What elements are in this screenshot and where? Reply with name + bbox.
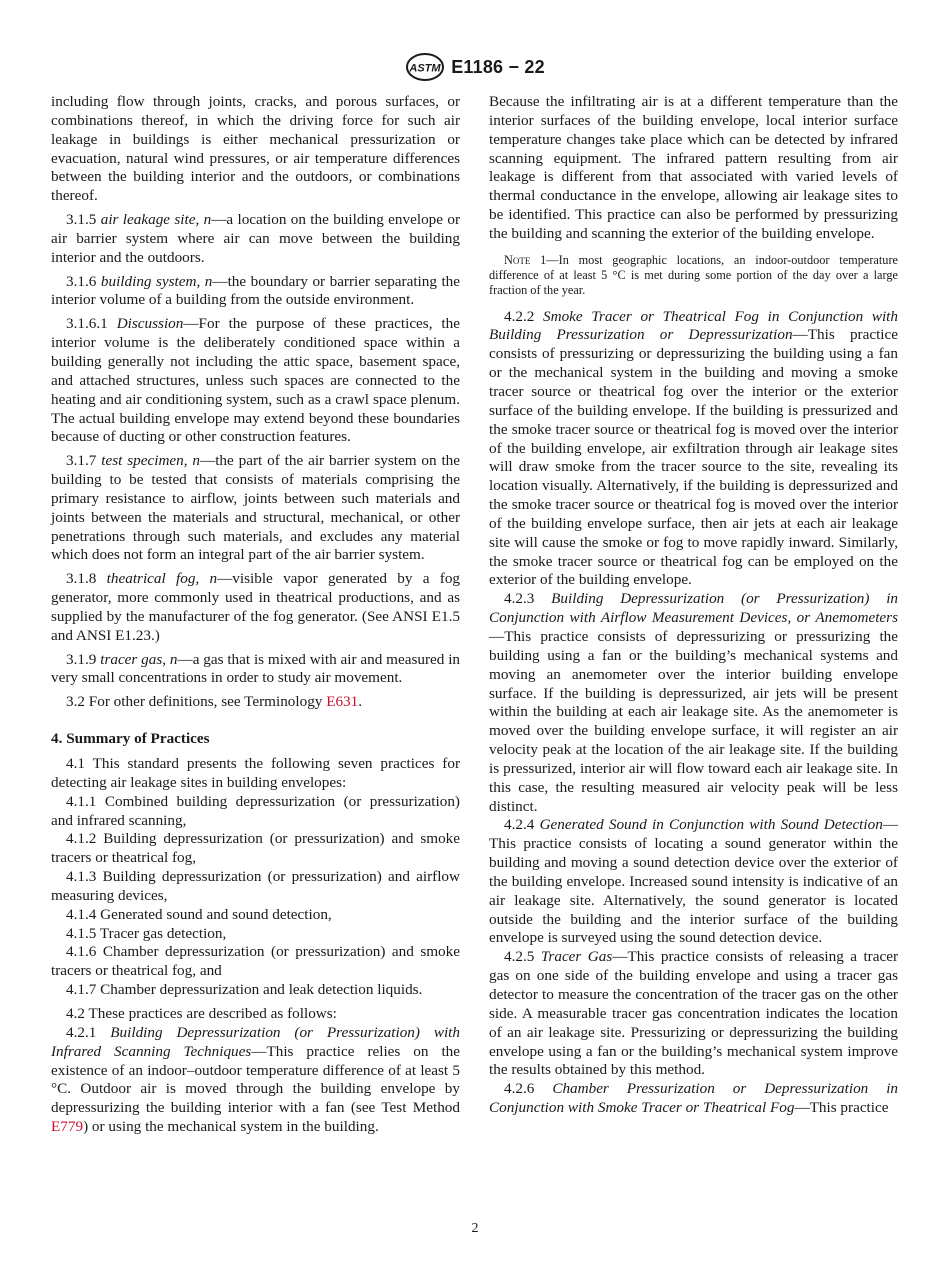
- definition-text: —the boundary or barrier separating the interior volume of a building from the outside environment.: [51, 272, 461, 309]
- paragraph-text: —This practice consists of pressurizing or depressurizing the building using a fan or the mechanical system in the building and moving a smoke tracer source or theatrical fog over the interior or the exterior surface of the building envelope. If the building is pressurized and the smoke tracer source or theatrical fog is moved over the interior of the building envelope, air exfiltration through air leakage sites will draw smoke from the tracer source to the site, revealing its location visually. Alternatively, if the building is depressurized and the smoke tracer source or theatrical fog is moved over the interior of the building envelope surface, then air jets at each air leakage site will cause the smoke or fog to move rapidly inward. Similarly, the smoke tracer source or theatrical fog can be employed on the exterior of the building envelope.: [489, 326, 898, 589]
- paragraph-4-1: 4.1 This standard presents the following seven practices for detecting air leakage sites in building envelopes:: [51, 755, 460, 791]
- note-text: —In most geographic locations, an indoor-outdoor temperature difference of at least 5 °C is met during some portion of the day over a large fraction of the year.: [489, 252, 898, 298]
- section-number: 3.1.6: [66, 272, 97, 290]
- defined-term: theatrical fog, n: [106, 570, 218, 588]
- paragraph-4-2: 4.2 These practices are described as follows:: [66, 1004, 337, 1022]
- practice-title: Generated Sound in Conjunction with Sound Detection: [539, 816, 883, 834]
- practice-title: Tracer Gas: [540, 948, 613, 966]
- defined-term: building system, n: [100, 272, 213, 290]
- section-number: 3.1.5: [66, 211, 97, 229]
- note-1: [489, 253, 898, 299]
- paragraph-text: —This practice consists of releasing a tracer gas on one side of the building envelope and using a tracer gas detector to measure the concentration of the tracer gas on the other side. A measurable tracer gas concentration indicates the location of an air leakage site. Pressurizing or depressurizing the building envelope using a fan or the building’s mechanical system improve the results obtained by this method.: [489, 948, 899, 1079]
- paragraph-text: ) or using the mechanical system in the building.: [83, 1118, 379, 1136]
- definition-text: —a location on the building envelope or air barrier system where air can move between the building interior and the outdoors.: [51, 211, 460, 266]
- paragraph-3-2: [51, 693, 460, 712]
- logo-text: ASTM: [409, 62, 441, 75]
- right-column: [489, 93, 898, 1118]
- list-item-4-1-4: 4.1.4 Generated sound and sound detection,: [66, 905, 332, 923]
- paragraph-4-2-6: [489, 1080, 898, 1118]
- continued-paragraph: including flow through joints, cracks, and porous surfaces, or combinations thereof, in which the driving force for such air leakage in buildings is either mechanical pressurization or evacuation, natural wind pressures, or air temperature differences between the building interior and the outdoors, or combinations thereof.: [51, 93, 460, 205]
- paragraph-text: —This practice relies on the existence of an indoor–outdoor temperature difference of at least 5 °C. Outdoor air is moved through the building envelope by depressurizing the building interior with a fan (see Test Method: [51, 1042, 460, 1117]
- page-header: [0, 52, 950, 82]
- discussion-3-1-6-1: [51, 315, 460, 447]
- paragraph-text: .: [358, 693, 363, 711]
- list-item-4-1-6: 4.1.6 Chamber depressurization (or pressurization) and smoke tracers or theatrical fog, and: [51, 943, 460, 980]
- list-item-4-1-2: 4.1.2 Building depressurization (or pressurization) and smoke tracers or theatrical fog,: [51, 830, 460, 867]
- definition-3-1-8: [51, 570, 460, 645]
- paragraph-4-2-4: [489, 816, 898, 948]
- practice-title: Building Depressurization (or Pressurization) in Conjunction with Airflow Measurement Devices, or Anemometers: [489, 590, 899, 627]
- definition-3-1-9: [51, 651, 460, 689]
- paragraph-text: 3.2 For other definitions, see Terminology: [66, 693, 327, 711]
- section-number: 4.2.4: [504, 816, 535, 834]
- defined-term: air leakage site, n: [100, 211, 212, 229]
- note-label: Note 1: [504, 252, 547, 267]
- list-item-4-1-5: 4.1.5 Tracer gas detection,: [66, 924, 227, 942]
- astm-logo-icon: [405, 52, 445, 82]
- section-number: 3.1.6.1: [66, 315, 108, 333]
- paragraph-text: —This practice: [794, 1099, 889, 1117]
- paragraph-4-2-3: [489, 590, 898, 816]
- paragraph-4-2-5: [489, 948, 898, 1080]
- section-number: 3.1.7: [66, 452, 97, 470]
- discussion-text: —For the purpose of these practices, the interior volume is the deliberately conditioned space within a building generally not including the attic space, basement space, and attached structures, unless such spaces are connected to the heating and air conditioning system, such as a crawl space plenum. The actual building envelope may extend beyond these boundaries because of ducting or other construction features.: [51, 315, 460, 446]
- paragraph-4-2-2: [489, 308, 898, 591]
- definition-3-1-7: [51, 452, 460, 565]
- definition-text: —the part of the air barrier system on the building to be tested that consists of materials comprising the primary resistance to airflow, joints between such materials and joints between the materials and structural, mechanical, or other penetrations through such materials, and excludes any material which does not form an integral part of the air barrier system.: [51, 452, 461, 564]
- definition-3-1-5: [51, 211, 460, 268]
- definition-3-1-6: [51, 273, 460, 311]
- reference-link-e779[interactable]: E779: [51, 1118, 84, 1136]
- section-number: 4.2.2: [504, 307, 535, 325]
- document-id: E1186 − 22: [451, 56, 545, 77]
- practice-title: Building Depressurization (or Pressurization) with Infrared Scanning Techniques: [51, 1023, 461, 1060]
- section-number: 4.2.1: [66, 1023, 97, 1041]
- practice-title: Chamber Pressurization or Depressurization in Conjunction with Smoke Tracer or Theatrical Fog: [489, 1080, 899, 1117]
- defined-term: test specimen, n: [101, 452, 201, 470]
- paragraph-text: —This practice consists of depressurizing or pressurizing the building using a fan or the building’s mechanical systems and moving an anemometer over the interior building envelope surface. If the building is depressurized, air jets will be present within the building at each air leakage site. As the anemometer is moved over the building envelope surface, it will register an air velocity peak at the location of the air leakage site. If the building is pressurized, interior air will flow toward each air leakage site. In this case, the resulting measured air velocity peak will be less distinct.: [489, 627, 898, 815]
- section-number: 4.2.3: [504, 590, 535, 608]
- section-number: 3.1.8: [66, 570, 97, 588]
- definition-text: —a gas that is mixed with air and measured in very small concentrations in order to study air movement.: [51, 650, 461, 687]
- section-number: 4.2.5: [504, 948, 535, 966]
- discussion-label: Discussion: [116, 315, 184, 333]
- definition-text: —visible vapor generated by a fog generator, more commonly used in theatrical productions, and as supplied by the manufacturer of the fog generator. (See ANSI E1.5 and ANSI E1.23.): [51, 570, 461, 644]
- section-heading: 4. Summary of Practices: [51, 730, 210, 748]
- list-item-4-1-3: 4.1.3 Building depressurization (or pressurization) and airflow measuring devices,: [51, 868, 460, 904]
- section-number: 3.1.9: [66, 650, 97, 668]
- paragraph-4-2-1: [51, 1024, 460, 1137]
- left-column: [51, 93, 460, 1137]
- practice-title: Smoke Tracer or Theatrical Fog in Conjunction with Building Pressurization or Depressurization: [489, 307, 899, 344]
- reference-link-e631[interactable]: E631: [326, 693, 359, 711]
- paragraph-text: —This practice consists of locating a sound generator within the building and moving a sound detection device over the exterior of the building envelope. Increased sound intensity is indicative of an air leakage site. Alternatively, the sound generator is located outside the building and the interior surface of the building envelope is surveyed using the sound detection device.: [489, 816, 898, 947]
- section-number: 4.2.6: [504, 1080, 535, 1098]
- list-item-4-1-7: 4.1.7 Chamber depressurization and leak detection liquids.: [66, 981, 423, 999]
- defined-term: tracer gas, n: [100, 650, 178, 668]
- continued-paragraph: Because the infiltrating air is at a different temperature than the interior surfaces of the building envelope, local interior surface temperature changes take place which can be detected by infrared scanning equipment. The infrared pattern resulting from air leakage is different from that associated with varied levels of thermal conductance in the envelope, allowing air leakage sites to be identified. This practice can also be performed by pressurizing the building and scanning the exterior of the building envelope.: [489, 93, 898, 242]
- list-item-4-1-1: 4.1.1 Combined building depressurization (or pressurization) and infrared scanning,: [51, 792, 460, 829]
- page-number: 2: [471, 1221, 479, 1236]
